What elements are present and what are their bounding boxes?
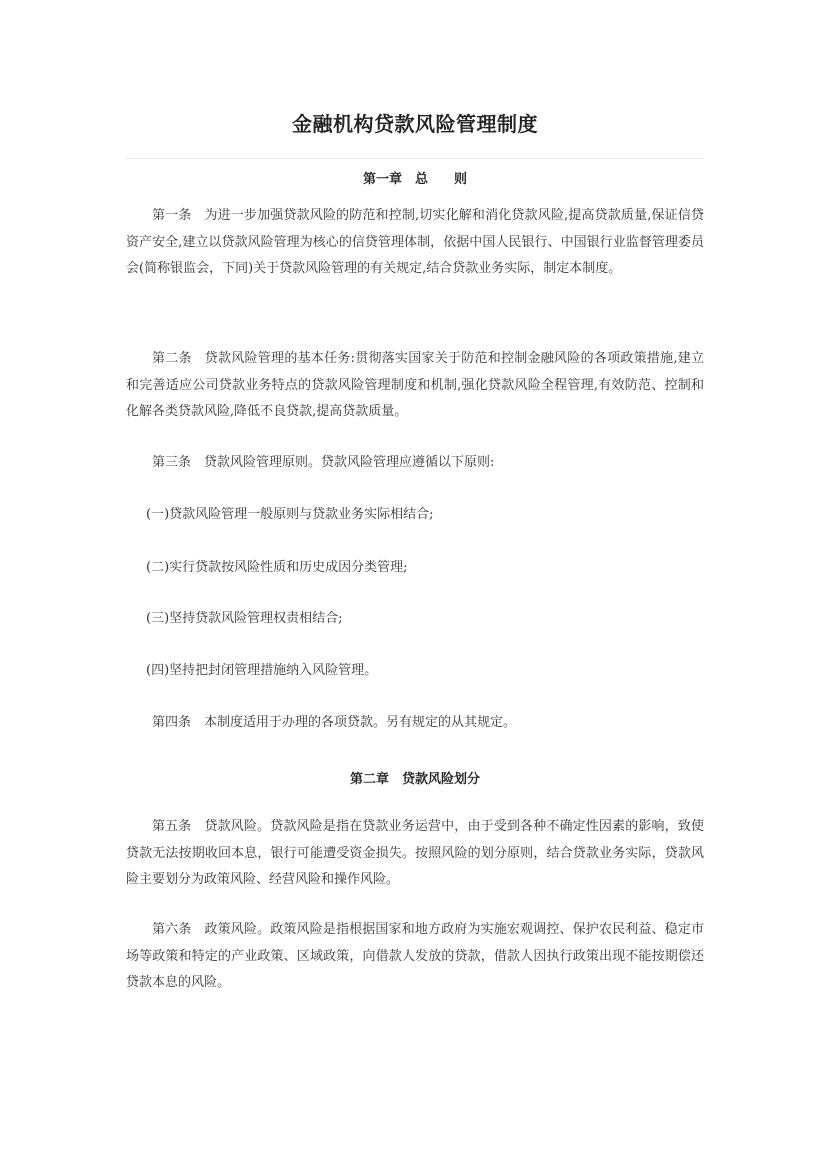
article-4	[126, 710, 704, 737]
article-6	[126, 917, 704, 997]
principle-item-1: (一)贷款风险管理一般原则与贷款业务实际相结合;	[146, 507, 434, 522]
chapter-heading-1: 第一章 总 则	[362, 172, 467, 187]
article-5	[126, 814, 704, 894]
article-5-text: 贷款风险。贷款风险是指在贷款业务运营中，由于受到各种不确定性因素的影响，致使贷款无法按期收回本息，银行可能遭受资金损失。按照风险的划分原则，结合贷款业务实际，贷款风险主要划分为政策风险、经营风险和操作风险。	[126, 819, 704, 887]
article-6-text: 政策风险。政策风险是指根据国家和地方政府为实施宏观调控、保护农民利益、稳定市场等政策和特定的产业政策、区域政策，向借款人发放的贷款，借款人因执行政策出现不能按期偿还贷款本息的风险。	[126, 922, 704, 990]
article-6-label: 第六条	[152, 922, 192, 937]
article-4-text: 本制度适用于办理的各项贷款。另有规定的从其规定。	[204, 715, 517, 730]
principle-item-3: (三)坚持贷款风险管理权责相结合;	[146, 611, 343, 626]
article-5-label: 第五条	[152, 819, 192, 834]
article-1	[126, 203, 704, 283]
article-3	[126, 450, 704, 477]
article-1-label: 第一条	[152, 208, 192, 223]
article-3-label: 第三条	[152, 455, 192, 470]
principle-item-2: (二)实行贷款按风险性质和历史成因分类管理;	[146, 560, 408, 575]
article-1-text: 为进一步加强贷款风险的防范和控制,切实化解和消化贷款风险,提高贷款质量,保证信贷资产安全,建立以贷款风险管理为核心的信贷管理体制，依据中国人民银行、中国银行业监督管理委员会(简称银监会，下同)关于贷款风险管理的有关规定,结合贷款业务实际，制定本制度。	[126, 208, 704, 276]
article-4-label: 第四条	[152, 715, 192, 730]
article-2-text: 贷款风险管理的基本任务:贯彻落实国家关于防范和控制金融风险的各项政策措施,建立和完善适应公司贷款业务特点的贷款风险管理制度和机制,强化贷款风险全程管理,有效防范、控制和化解各类贷款风险,降低不良贷款,提高贷款质量。	[126, 351, 704, 419]
article-2	[126, 346, 704, 426]
article-3-text: 贷款风险管理原则。贷款风险管理应遵循以下原则:	[204, 455, 495, 470]
title-divider	[126, 158, 704, 159]
chapter-heading-2: 第二章 贷款风险划分	[349, 772, 480, 787]
principle-item-4: (四)坚持把封闭管理措施纳入风险管理。	[146, 663, 378, 678]
article-2-label: 第二条	[152, 351, 192, 366]
document-title: 金融机构贷款风险管理制度	[292, 112, 538, 136]
